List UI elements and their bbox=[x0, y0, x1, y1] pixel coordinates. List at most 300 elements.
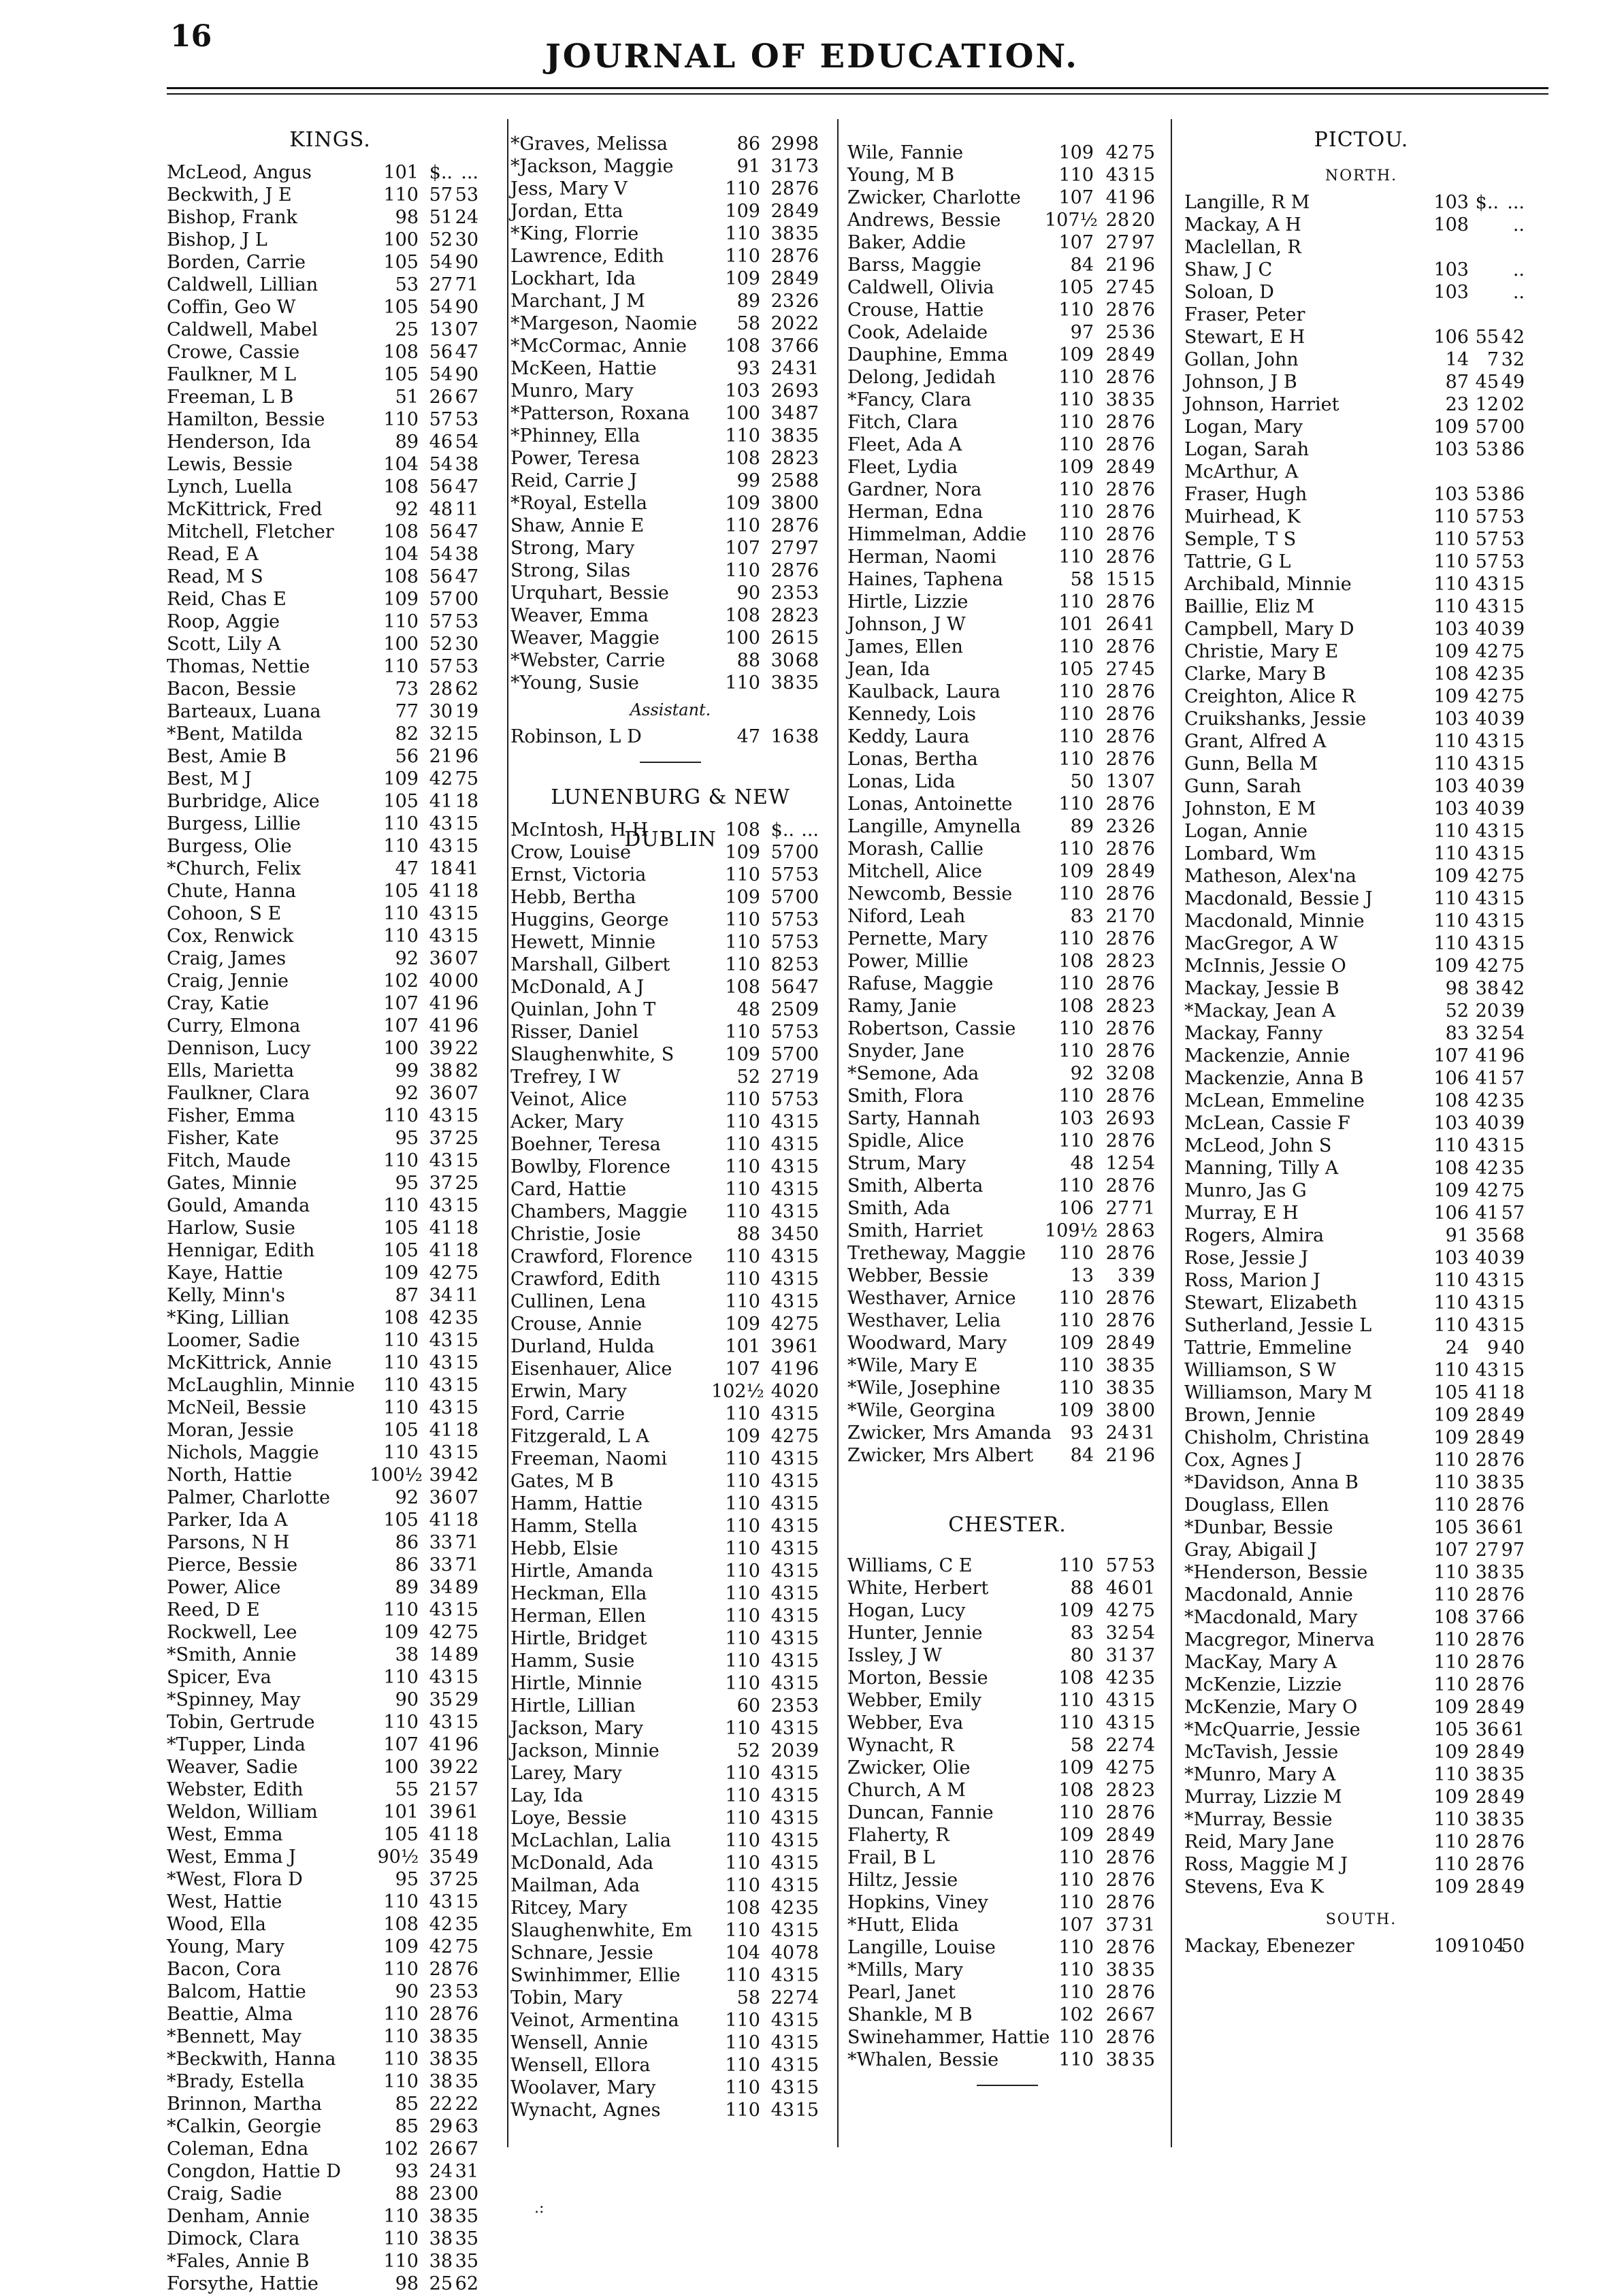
entry-cents: 49 bbox=[1501, 1697, 1525, 1718]
entry-cents: 76 bbox=[1501, 1832, 1525, 1853]
entry-days: 110 bbox=[725, 246, 760, 267]
entry-days: 56 bbox=[395, 746, 419, 767]
entry-name: Erwin, Mary bbox=[510, 1381, 627, 1402]
entry-name: McKenzie, Mary O bbox=[1184, 1697, 1358, 1718]
list-item bbox=[510, 335, 830, 357]
entry-name: Mackay, Jessie B bbox=[1184, 978, 1339, 999]
entry-cents: 47 bbox=[455, 566, 478, 587]
entry-cents: 15 bbox=[795, 2077, 819, 2098]
list-item bbox=[167, 655, 493, 678]
entry-cents: 96 bbox=[1131, 255, 1155, 276]
entry-cents: 15 bbox=[795, 1269, 819, 1290]
list-item bbox=[510, 1403, 830, 1425]
entry-cents: 15 bbox=[795, 1628, 819, 1649]
entry-name: MacKay, Mary A bbox=[1184, 1652, 1337, 1673]
entry-name: *Mills, Mary bbox=[847, 1959, 963, 1981]
entry-dollars: 38 bbox=[429, 2071, 453, 2092]
list-item bbox=[847, 1062, 1167, 1085]
list-item bbox=[847, 613, 1167, 636]
entry-dollars: 53 bbox=[1475, 439, 1499, 460]
list-item bbox=[510, 1201, 830, 1223]
journal-title: JOURNAL OF EDUCATION. bbox=[545, 37, 1079, 76]
entry-dollars: 18 bbox=[429, 858, 453, 879]
entry-cents: 61 bbox=[455, 1802, 478, 1823]
entry-name: Wynacht, Agnes bbox=[510, 2100, 661, 2121]
entry-days: 110 bbox=[1058, 636, 1094, 657]
entry-cents: 15 bbox=[1501, 596, 1525, 617]
entry-name: *West, Flora D bbox=[167, 1869, 303, 1890]
list-item bbox=[1184, 865, 1538, 888]
entry-days: 110 bbox=[1058, 1802, 1094, 1823]
list-item bbox=[847, 1802, 1167, 1824]
entry-dollars: 43 bbox=[770, 1673, 794, 1694]
entry-name: Logan, Sarah bbox=[1184, 439, 1310, 460]
entry-cents: 35 bbox=[1131, 1355, 1155, 1376]
entry-days: 58 bbox=[1070, 569, 1094, 590]
entry-dollars: 28 bbox=[1105, 344, 1129, 365]
entry-cents: 75 bbox=[455, 768, 478, 790]
entry-cents: 76 bbox=[1131, 502, 1155, 523]
entry-cents: 53 bbox=[795, 583, 819, 604]
list-item bbox=[167, 1352, 493, 1374]
list-item bbox=[510, 515, 830, 537]
entry-days: 89 bbox=[736, 291, 760, 312]
entry-cents: 15 bbox=[455, 836, 478, 857]
entry-cents: 15 bbox=[795, 1650, 819, 1672]
list-item bbox=[510, 447, 830, 470]
entry-dollars: 38 bbox=[1105, 1378, 1129, 1399]
entry-days: 110 bbox=[1433, 1629, 1469, 1650]
entry-cents: ... bbox=[1507, 192, 1525, 213]
entry-dollars: 43 bbox=[770, 1493, 794, 1514]
list-item bbox=[167, 745, 493, 768]
entry-name: MacGregor, A W bbox=[1184, 933, 1338, 954]
entry-name: Jackson, Minnie bbox=[510, 1740, 660, 1761]
list-item bbox=[1184, 1606, 1538, 1629]
entry-cents: 71 bbox=[455, 274, 478, 295]
list-item bbox=[510, 1605, 830, 1627]
entry-dollars: 32 bbox=[429, 723, 453, 745]
entry-days: 110 bbox=[725, 1134, 760, 1155]
list-item bbox=[1184, 1135, 1538, 1157]
entry-name: Gollan, John bbox=[1184, 349, 1299, 370]
entry-name: Hamm, Hattie bbox=[510, 1493, 643, 1514]
entry-cents: 00 bbox=[795, 887, 819, 908]
entry-days: 92 bbox=[395, 1487, 419, 1508]
entry-dollars: 43 bbox=[429, 1352, 453, 1373]
header-rule-thin bbox=[167, 93, 1548, 95]
entry-name: Fisher, Kate bbox=[167, 1128, 279, 1149]
entry-cents: 26 bbox=[1131, 816, 1155, 837]
entry-name: McKeen, Hattie bbox=[510, 358, 657, 379]
entry-name: *McCormac, Annie bbox=[510, 336, 687, 357]
entry-dollars: 57 bbox=[1475, 417, 1499, 438]
entry-dollars: 35 bbox=[429, 1689, 453, 1710]
entry-dollars: 38 bbox=[429, 2206, 453, 2227]
entry-name: Gunn, Sarah bbox=[1184, 776, 1301, 797]
entry-cents: 15 bbox=[795, 1471, 819, 1492]
list-item bbox=[510, 133, 830, 155]
entry-name: Zwicker, Mrs Albert bbox=[847, 1445, 1034, 1466]
entry-name: Denham, Annie bbox=[167, 2206, 310, 2227]
entry-dollars: 43 bbox=[770, 1246, 794, 1267]
entry-dollars: 34 bbox=[429, 1577, 453, 1598]
list-item bbox=[510, 998, 830, 1021]
entry-cents: 15 bbox=[455, 1442, 478, 1463]
entry-dollars: 27 bbox=[429, 274, 453, 295]
entry-dollars: 30 bbox=[770, 650, 794, 671]
entry-cents: 76 bbox=[1131, 704, 1155, 725]
entry-days: 110 bbox=[725, 1650, 760, 1672]
entry-name: Keddy, Laura bbox=[847, 726, 970, 747]
entry-days: 109 bbox=[1433, 1697, 1469, 1718]
entry-dollars: 42 bbox=[1105, 1757, 1129, 1778]
entry-days: 110 bbox=[1058, 1847, 1094, 1868]
entry-name: Strum, Mary bbox=[847, 1153, 967, 1174]
entry-name: Christie, Mary E bbox=[1184, 641, 1339, 662]
entry-cents: 76 bbox=[1131, 1802, 1155, 1823]
list-item bbox=[510, 1762, 830, 1785]
list-item bbox=[510, 425, 830, 447]
entry-name: Duncan, Fannie bbox=[847, 1802, 994, 1823]
list-item bbox=[1184, 1359, 1538, 1382]
entry-name: Roop, Aggie bbox=[167, 611, 280, 632]
entry-dollars: 21 bbox=[429, 1779, 453, 1800]
entry-dollars: 27 bbox=[1105, 659, 1129, 680]
entry-cents: 09 bbox=[795, 999, 819, 1020]
entry-dollars: 32 bbox=[1475, 1023, 1499, 1044]
list-item bbox=[1184, 730, 1538, 753]
entry-name: McLaughlin, Minnie bbox=[167, 1375, 355, 1396]
entry-name: Haines, Taphena bbox=[847, 569, 1003, 590]
entry-cents: 15 bbox=[795, 1111, 819, 1133]
entry-cents: 50 bbox=[1501, 1936, 1525, 1957]
entry-dollars: 27 bbox=[1475, 1540, 1499, 1561]
list-item bbox=[167, 1060, 493, 1082]
entry-dollars: 43 bbox=[770, 2100, 794, 2121]
entry-days: 110 bbox=[1058, 749, 1094, 770]
list-item bbox=[167, 1711, 493, 1734]
entry-days: 100 bbox=[383, 1038, 419, 1059]
entry-days: 109 bbox=[1058, 142, 1094, 163]
entry-cents: 41 bbox=[1131, 614, 1155, 635]
entry-days: 89 bbox=[1070, 816, 1094, 837]
list-item bbox=[510, 1178, 830, 1201]
entry-days: 110 bbox=[1058, 973, 1094, 994]
entry-days: 108 bbox=[725, 977, 760, 998]
entry-days: 109 bbox=[1058, 344, 1094, 365]
entry-cents: 35 bbox=[455, 2206, 478, 2227]
entry-cents: 15 bbox=[1501, 1315, 1525, 1336]
entry-cents: 76 bbox=[1131, 1041, 1155, 1062]
entry-cents: 00 bbox=[795, 842, 819, 863]
entry-cents: 15 bbox=[795, 1516, 819, 1537]
entry-cents: 47 bbox=[455, 342, 478, 363]
entry-days: 103 bbox=[1433, 709, 1469, 730]
entry-cents: 22 bbox=[455, 1757, 478, 1778]
entry-name: Pierce, Bessie bbox=[167, 1555, 298, 1576]
entry-name: Woolaver, Mary bbox=[510, 2077, 656, 2098]
entry-cents: 93 bbox=[1131, 1108, 1155, 1129]
entry-dollars: 26 bbox=[1105, 614, 1129, 635]
entry-dollars: 43 bbox=[770, 1291, 794, 1312]
entry-name: Douglass, Ellen bbox=[1184, 1495, 1329, 1516]
entry-name: Reed, D E bbox=[167, 1599, 260, 1621]
entry-name: Cruikshanks, Jessie bbox=[1184, 709, 1367, 730]
entry-days: 48 bbox=[1070, 1153, 1094, 1174]
entry-days: 110 bbox=[383, 2049, 419, 2070]
entry-dollars: 28 bbox=[1475, 1584, 1499, 1606]
entry-cents: 76 bbox=[1131, 2027, 1155, 2048]
entry-name: Young, Mary bbox=[167, 1936, 285, 1957]
entry-cents: 35 bbox=[1501, 1809, 1525, 1830]
entry-dollars: 43 bbox=[429, 1397, 453, 1418]
list-item bbox=[847, 1959, 1167, 1981]
entry-name: *King, Lillian bbox=[167, 1307, 290, 1329]
entry-days: 108 bbox=[1433, 664, 1469, 685]
entry-days: 110 bbox=[1058, 1982, 1094, 2003]
column-lunenburg bbox=[510, 133, 830, 2121]
entry-dollars: 43 bbox=[770, 2032, 794, 2053]
entry-cents: 75 bbox=[455, 1263, 478, 1284]
entry-days: 109 bbox=[1058, 1825, 1094, 1846]
entry-days: 77 bbox=[395, 701, 419, 722]
entry-dollars: 24 bbox=[1105, 1422, 1129, 1444]
list-item bbox=[167, 1329, 493, 1352]
entry-dollars: 40 bbox=[770, 1942, 794, 1964]
entry-cents: 49 bbox=[1131, 861, 1155, 882]
entry-days: 109 bbox=[1058, 1400, 1094, 1421]
entry-cents: 61 bbox=[1501, 1719, 1525, 1740]
entry-name: Ritcey, Mary bbox=[510, 1898, 628, 1919]
entry-days: 110 bbox=[1058, 1018, 1094, 1039]
entry-dollars: 14 bbox=[429, 1644, 453, 1665]
entry-dollars: 43 bbox=[1475, 1292, 1499, 1314]
list-item bbox=[167, 2273, 493, 2295]
list-item bbox=[847, 366, 1167, 389]
entry-name: *Wile, Georgina bbox=[847, 1400, 996, 1421]
list-item bbox=[847, 1555, 1167, 1577]
entry-cents: 57 bbox=[1501, 1203, 1525, 1224]
entry-dollars: 28 bbox=[1105, 928, 1129, 949]
entry-days: 108 bbox=[383, 342, 419, 363]
entry-name: Barss, Maggie bbox=[847, 255, 981, 276]
list-item bbox=[1184, 775, 1538, 798]
entry-days: 101 bbox=[1058, 614, 1094, 635]
entry-dollars: 25 bbox=[429, 2273, 453, 2294]
entry-name: Curry, Elmona bbox=[167, 1015, 301, 1037]
entry-days: 102 bbox=[383, 971, 419, 992]
entry-dollars: 28 bbox=[1105, 1288, 1129, 1309]
list-item bbox=[510, 1987, 830, 2009]
entry-days: 101 bbox=[725, 1336, 760, 1357]
entry-dollars: 28 bbox=[1105, 547, 1129, 568]
entry-days: 110 bbox=[1058, 502, 1094, 523]
entry-dollars: 42 bbox=[429, 1263, 453, 1284]
entry-name: *Beckwith, Hanna bbox=[167, 2049, 336, 2070]
entry-days: 98 bbox=[1445, 978, 1469, 999]
entry-name: Weldon, William bbox=[167, 1802, 318, 1823]
entry-cents: 39 bbox=[1501, 1000, 1525, 1022]
entry-dollars: 28 bbox=[770, 178, 794, 199]
entry-days: 110 bbox=[725, 1853, 760, 1874]
entry-name: *Spinney, May bbox=[167, 1689, 301, 1710]
list-item bbox=[510, 402, 830, 425]
entry-days: 110 bbox=[1058, 1690, 1094, 1711]
entry-dollars: 36 bbox=[429, 948, 453, 969]
entry-name: Gunn, Bella M bbox=[1184, 753, 1318, 775]
entry-name: Herman, Ellen bbox=[510, 1606, 647, 1627]
entry-name: Moran, Jessie bbox=[167, 1420, 294, 1441]
entry-cents: 15 bbox=[455, 813, 478, 834]
entry-cents: 15 bbox=[455, 723, 478, 745]
entry-days: 110 bbox=[725, 1583, 760, 1604]
entry-days: 53 bbox=[395, 274, 419, 295]
list-item bbox=[167, 1666, 493, 1689]
entry-dollars: 42 bbox=[770, 1898, 794, 1919]
entry-name: Coffin, Geo W bbox=[167, 297, 296, 318]
list-item bbox=[1184, 1539, 1538, 1561]
entry-dollars: 27 bbox=[1105, 1198, 1129, 1219]
list-item bbox=[1184, 528, 1538, 551]
entry-cents: 75 bbox=[1501, 956, 1525, 977]
entry-cents: 54 bbox=[1501, 1023, 1525, 1044]
list-item bbox=[510, 2077, 830, 2099]
entry-days: 110 bbox=[725, 1179, 760, 1200]
list-item bbox=[167, 633, 493, 655]
entry-dollars: 28 bbox=[1105, 973, 1129, 994]
entry-cents: 15 bbox=[795, 2010, 819, 2031]
entry-days: 52 bbox=[1445, 1000, 1469, 1022]
list-item bbox=[510, 1807, 830, 1829]
list-item bbox=[167, 1464, 493, 1486]
list-item bbox=[1184, 1269, 1538, 1292]
entry-cents: 19 bbox=[455, 701, 478, 722]
entry-name: Burbridge, Alice bbox=[167, 791, 320, 812]
entry-name: *Church, Felix bbox=[167, 858, 302, 879]
entry-cents: 75 bbox=[1131, 142, 1155, 163]
entry-days: 109 bbox=[1433, 866, 1469, 887]
entry-cents: 37 bbox=[1131, 1645, 1155, 1666]
list-item bbox=[167, 678, 493, 700]
entry-days: 108 bbox=[1058, 1780, 1094, 1801]
list-item bbox=[1184, 820, 1538, 843]
entry-dollars: 37 bbox=[1105, 1915, 1129, 1936]
entry-days: 109 bbox=[1433, 1787, 1469, 1808]
entry-name: Henderson, Ida bbox=[167, 432, 311, 453]
entry-dollars: 43 bbox=[770, 1875, 794, 1896]
entry-cents: 76 bbox=[1501, 1854, 1525, 1875]
entry-dollars: 56 bbox=[429, 566, 453, 587]
entry-dollars: 55 bbox=[1475, 327, 1499, 348]
entry-cents: 76 bbox=[1131, 749, 1155, 770]
entry-name: Macdonald, Bessie J bbox=[1184, 888, 1373, 909]
list-item bbox=[167, 2228, 493, 2250]
entry-dollars: 29 bbox=[429, 2116, 453, 2137]
entry-dollars: 43 bbox=[1475, 1360, 1499, 1381]
list-item bbox=[847, 2004, 1167, 2026]
list-item bbox=[847, 1644, 1167, 1667]
entry-dollars: 38 bbox=[429, 2251, 453, 2272]
list-item bbox=[1184, 281, 1538, 304]
entry-days: 110 bbox=[725, 909, 760, 930]
list-item bbox=[167, 1015, 493, 1037]
entry-days: 110 bbox=[725, 1022, 760, 1043]
list-item bbox=[847, 1689, 1167, 1712]
list-item bbox=[847, 973, 1167, 995]
entry-dollars: 36 bbox=[1475, 1517, 1499, 1538]
entry-days: 106 bbox=[1058, 1198, 1094, 1219]
entry-dollars: 43 bbox=[770, 1471, 794, 1492]
entry-cents: 35 bbox=[795, 425, 819, 446]
entry-dollars: 26 bbox=[429, 387, 453, 408]
entry-days: 107 bbox=[383, 993, 419, 1014]
entry-dollars: 34 bbox=[429, 1285, 453, 1306]
entry-name: *Munro, Mary A bbox=[1184, 1764, 1336, 1785]
entry-days: 110 bbox=[725, 178, 760, 199]
list-item bbox=[1184, 1584, 1538, 1606]
list-item bbox=[1184, 955, 1538, 977]
list-item bbox=[847, 299, 1167, 321]
entry-days: 108 bbox=[725, 819, 760, 841]
entry-name: *Wile, Mary E bbox=[847, 1355, 978, 1376]
entry-name: Balcom, Hattie bbox=[167, 1981, 306, 2002]
entry-cents: 76 bbox=[1131, 1175, 1155, 1197]
entry-name: Hebb, Elsie bbox=[510, 1538, 619, 1559]
section-heading-lunenburg: LUNENBURG & NEW DUBLIN bbox=[551, 785, 790, 851]
list-item bbox=[510, 604, 830, 627]
entry-days: 105 bbox=[383, 1240, 419, 1261]
list-item bbox=[510, 492, 830, 515]
list-item bbox=[847, 1332, 1167, 1354]
list-item bbox=[1184, 1045, 1538, 1067]
list-item bbox=[847, 1107, 1167, 1130]
entry-name: Gardner, Nora bbox=[847, 479, 982, 500]
entry-cents: 00 bbox=[1501, 417, 1525, 438]
entry-name: Tobin, Mary bbox=[510, 1987, 623, 2008]
entry-name: Weaver, Sadie bbox=[167, 1757, 298, 1778]
entry-dollars: 27 bbox=[770, 538, 794, 559]
entry-days: 110 bbox=[1433, 1450, 1469, 1471]
entry-dollars: 42 bbox=[1475, 1090, 1499, 1111]
entry-dollars: $.. bbox=[1475, 192, 1499, 213]
entry-days: 110 bbox=[1058, 1555, 1094, 1576]
entry-name: Ells, Marietta bbox=[167, 1060, 295, 1081]
entry-days: 110 bbox=[1058, 1243, 1094, 1264]
entry-days: 110 bbox=[1058, 524, 1094, 545]
entry-days: 107 bbox=[1058, 232, 1094, 253]
entry-cents: 22 bbox=[455, 1038, 478, 1059]
entry-dollars: 43 bbox=[1475, 1315, 1499, 1336]
entry-name: Hirtle, Lizzie bbox=[847, 591, 969, 613]
entry-days: 93 bbox=[395, 2161, 419, 2182]
entry-days: 103 bbox=[1433, 259, 1469, 280]
list-item bbox=[510, 1335, 830, 1358]
entry-cents: 53 bbox=[455, 611, 478, 632]
entry-cents: 96 bbox=[455, 746, 478, 767]
entry-cents: 18 bbox=[455, 881, 478, 902]
entry-days: 110 bbox=[383, 836, 419, 857]
entry-cents: 76 bbox=[1131, 1982, 1155, 2003]
list-item bbox=[847, 1757, 1167, 1779]
entry-cents: 76 bbox=[1131, 1892, 1155, 1913]
entry-dollars: 40 bbox=[429, 971, 453, 992]
entry-dollars: 54 bbox=[429, 297, 453, 318]
entry-dollars: 43 bbox=[1475, 821, 1499, 842]
entry-days: 107 bbox=[725, 1358, 760, 1380]
entry-name: Tattrie, G L bbox=[1184, 551, 1291, 572]
entry-name: *Graves, Melissa bbox=[510, 133, 668, 154]
